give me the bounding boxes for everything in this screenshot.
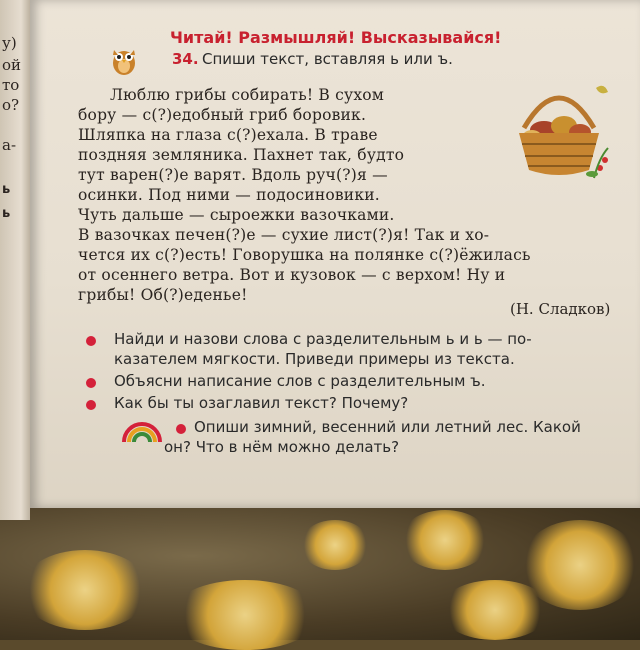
exercise-number: 34. — [172, 50, 199, 68]
rainbow-icon — [122, 420, 162, 444]
owl-icon — [110, 44, 138, 76]
mushroom-basket-illustration — [504, 78, 614, 188]
text-line: поздняя земляника. Пахнет так, будто — [78, 146, 405, 164]
gold-ornament — [440, 580, 550, 640]
author-attribution: (Н. Сладков) — [510, 300, 611, 318]
gold-ornament — [400, 510, 490, 570]
left-page-fragment: о? — [2, 96, 20, 114]
left-page-fragment: ой — [2, 56, 22, 74]
exercise-task: Спиши текст, вставляя ь или ъ. — [202, 50, 453, 68]
text-line: бору — с(?)едобный гриб боровик. — [78, 106, 367, 124]
tablecloth-background — [0, 500, 640, 640]
question-line: казателем мягкости. Приведи примеры из текста. — [114, 350, 515, 368]
left-page-fragment: у) — [2, 34, 17, 52]
bullet-marker — [86, 400, 96, 410]
question-line: Как бы ты озаглавил текст? Почему? — [114, 394, 409, 412]
text-line: чется их с(?)есть! Говорушка на полянке с(?)ёжилась — [78, 246, 531, 264]
left-page-fragment: то — [2, 76, 20, 94]
left-page-fragment: ь — [2, 206, 11, 221]
section-heading: Читай! Размышляй! Высказывайся! — [170, 28, 502, 47]
gold-ornament — [300, 520, 370, 570]
text-line: В вазочках печен(?)е — сухие лист(?)я! Так и хо- — [78, 226, 490, 244]
question-line: Объясни написание слов с разделительным ъ. — [114, 372, 486, 390]
text-line: Шляпка на глаза с(?)ехала. В траве — [78, 126, 378, 144]
bullet-marker — [86, 336, 96, 346]
textbook-page — [30, 0, 640, 508]
question-line: он? Что в нём можно делать? — [164, 438, 400, 456]
bullet-marker — [86, 378, 96, 388]
text-line: Люблю грибы собирать! В сухом — [110, 86, 385, 104]
question-line: Найди и назови слова с разделительным ь и ь — по- — [114, 330, 532, 348]
gold-ornament — [20, 550, 150, 630]
bullet-marker — [176, 424, 186, 434]
left-page-fragment: ь — [2, 182, 11, 197]
text-line: грибы! Об(?)еденье! — [78, 286, 248, 304]
text-line: Чуть дальше — сыроежки вазочками. — [78, 206, 395, 224]
text-line: тут варен(?)е варят. Вдоль руч(?)я — — [78, 166, 388, 184]
left-page-edge — [0, 0, 30, 520]
text-line: от осеннего ветра. Вот и кузовок — с верхом! Ну и — [78, 266, 506, 284]
question-line: Опиши зимний, весенний или летний лес. Какой — [194, 418, 581, 436]
left-page-fragment: а- — [2, 136, 17, 154]
text-line: осинки. Под ними — подосиновики. — [78, 186, 380, 204]
